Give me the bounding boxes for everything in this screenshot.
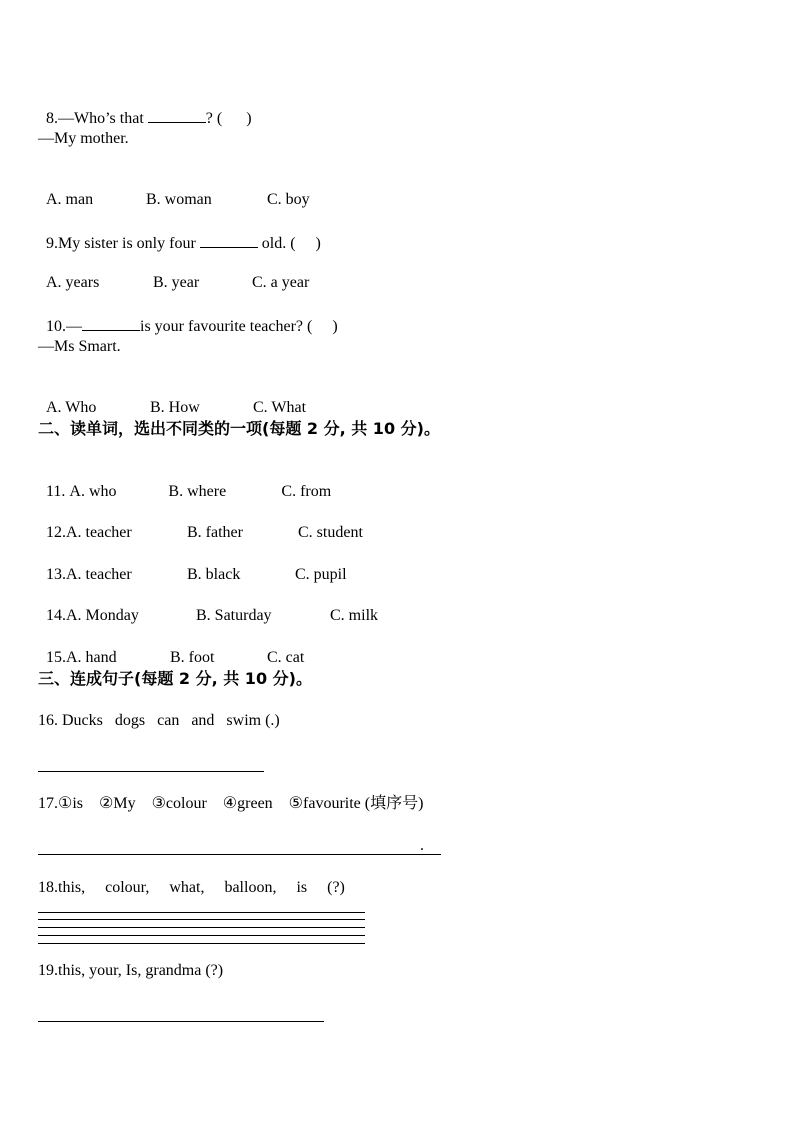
q13-row bbox=[38, 545, 347, 585]
q9-prompt bbox=[38, 212, 321, 254]
q18-answer-line-2[interactable] bbox=[38, 919, 365, 920]
q12-option-a[interactable]: A. teacher bbox=[66, 524, 132, 541]
q18-answer-line-4[interactable] bbox=[38, 935, 365, 936]
q9-prompt-text-b: old. ( ) bbox=[257, 235, 321, 252]
q17-answer-line-tail bbox=[430, 854, 441, 855]
q9-options bbox=[38, 253, 309, 293]
q13-number: 13. bbox=[46, 566, 66, 583]
q13-option-a[interactable]: A. teacher bbox=[66, 566, 132, 583]
q11-option-a[interactable]: A. who bbox=[69, 483, 117, 500]
q18-words: 18.this, colour, what, balloon, is (?) bbox=[38, 879, 345, 896]
q12-option-b[interactable]: B. father bbox=[187, 524, 243, 541]
q16-words: 16. Ducks dogs can and swim (.) bbox=[38, 712, 280, 729]
q16-answer-line[interactable] bbox=[38, 771, 264, 772]
q8-dialogue-answer: —My mother. bbox=[38, 130, 129, 147]
q8-answer-blank[interactable] bbox=[148, 107, 206, 123]
q14-option-c[interactable]: C. milk bbox=[330, 607, 379, 624]
q8-option-c[interactable]: C. boy bbox=[267, 191, 310, 208]
q15-row bbox=[38, 628, 304, 668]
q18-answer-line-3[interactable] bbox=[38, 927, 365, 928]
q19-words: 19.this, your, Is, grandma (?) bbox=[38, 962, 224, 979]
q12-number: 12. bbox=[46, 524, 66, 541]
q9-prompt-text-a: 9.My sister is only four bbox=[46, 235, 200, 252]
q14-option-b[interactable]: B. Saturday bbox=[196, 607, 272, 624]
q18-answer-line-1[interactable] bbox=[38, 912, 365, 913]
q8-option-a[interactable]: A. man bbox=[46, 191, 94, 208]
q8-prompt-text-b: ? ( ) bbox=[205, 110, 252, 127]
q10-prompt-text-b: is your favourite teacher? ( ) bbox=[140, 318, 338, 335]
q17-answer-line[interactable] bbox=[38, 854, 440, 855]
q14-number: 14. bbox=[46, 607, 66, 624]
q8-prompt bbox=[38, 87, 252, 129]
q10-options bbox=[38, 378, 306, 418]
q15-number: 15. bbox=[46, 649, 66, 666]
q14-row bbox=[38, 586, 378, 626]
q10-dialogue-answer: —Ms Smart. bbox=[38, 338, 121, 355]
q10-answer-blank[interactable] bbox=[82, 315, 140, 331]
q15-option-b[interactable]: B. foot bbox=[170, 649, 215, 666]
q17-period: . bbox=[420, 837, 424, 854]
q18-answer-line-5[interactable] bbox=[38, 943, 365, 944]
q8-option-b[interactable]: B. woman bbox=[146, 191, 212, 208]
q12-option-c[interactable]: C. student bbox=[298, 524, 363, 541]
q10-prompt bbox=[38, 295, 338, 337]
q9-option-a[interactable]: A. years bbox=[46, 274, 100, 291]
q8-prompt-text-a: 8.—Who’s that bbox=[46, 110, 148, 127]
q9-answer-blank[interactable] bbox=[200, 232, 258, 248]
q15-option-c[interactable]: C. cat bbox=[267, 649, 305, 666]
q11-row bbox=[38, 462, 331, 502]
q19-answer-line[interactable] bbox=[38, 1021, 324, 1022]
q12-row bbox=[38, 503, 363, 543]
q11-option-b[interactable]: B. where bbox=[168, 483, 227, 500]
q10-option-a[interactable]: A. Who bbox=[46, 399, 97, 416]
q11-number: 11. bbox=[46, 483, 66, 500]
q13-option-c[interactable]: C. pupil bbox=[295, 566, 347, 583]
q10-option-b[interactable]: B. How bbox=[150, 399, 200, 416]
q15-option-a[interactable]: A. hand bbox=[66, 649, 117, 666]
q9-option-b[interactable]: B. year bbox=[153, 274, 200, 291]
q11-option-c[interactable]: C. from bbox=[281, 483, 332, 500]
q10-option-c[interactable]: C. What bbox=[253, 399, 307, 416]
q10-prompt-text-a: 10.— bbox=[46, 318, 82, 335]
q14-option-a[interactable]: A. Monday bbox=[66, 607, 139, 624]
section-2-heading: 二、读单词，选出不同类的一项(每题 2 分, 共 10 分)。 bbox=[38, 419, 440, 438]
q8-options bbox=[38, 170, 310, 210]
q9-option-c[interactable]: C. a year bbox=[252, 274, 310, 291]
q17-words: 17.①is ②My ③colour ④green ⑤favourite (填序号) bbox=[38, 795, 424, 812]
q13-option-b[interactable]: B. black bbox=[187, 566, 241, 583]
section-3-heading: 三、连成句子(每题 2 分, 共 10 分)。 bbox=[38, 669, 312, 688]
